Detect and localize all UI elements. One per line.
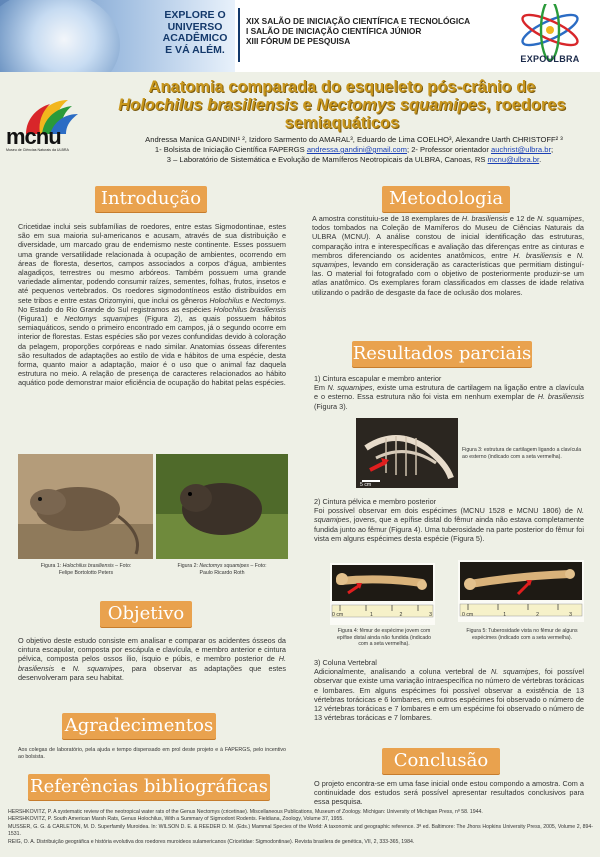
affiliation-text: 3 – Laboratório de Sistemática e Evolução de Mamíferos Neotropicais da ULBRA, Canoas, RS [166, 155, 488, 164]
title-line-3: semiaquáticos [284, 114, 400, 132]
email-link[interactable]: andressa.gandini@gmail.com [306, 145, 407, 154]
conclusao-text: O projeto encontra-se em uma fase inicial onde estou compondo a amostra. Com a continuidade dos estudos será possível apresentar resultados conclusivos para essa pesquisa. [314, 779, 584, 807]
skeleton-photo-image [356, 418, 458, 488]
res-species: N. squamipes [327, 383, 373, 393]
rat-photo-image [156, 454, 288, 559]
caption-species: Holochilus brasiliensis [62, 563, 114, 569]
affiliation-text: ; [551, 145, 554, 154]
figure-1-caption [20, 563, 152, 576]
res-run: , existe uma estrutura de cartilagem na ligação entre a clavícula e o esterno. Essa estrutura não foi vista em nenhum exemplar de [314, 383, 584, 402]
intro-species: Holochilus brasiliensis [213, 304, 286, 314]
event-title [246, 16, 470, 46]
met-species: N. squamipes [312, 250, 584, 270]
agradecimentos-text: Aos colegas de laboratório, pela ajuda e tempo dispensado em prol deste projeto e à FAPERGS, pelo incentivo ao bolsista. [18, 747, 286, 760]
objetivo-species: H. brasiliensis [18, 654, 286, 673]
event-line: XIX SALÃO DE INICIAÇÃO CIENTÍFICA E TECNOLÓGICA [246, 16, 471, 26]
res-species: N. squamipes [491, 667, 539, 677]
title-suffix: , roedores [485, 96, 566, 114]
met-run: e [561, 250, 577, 260]
intro-genus: Holochilus [209, 295, 244, 305]
objetivo-species: N. squamipes [72, 663, 123, 673]
intro-run: (Figura 2), as quais possuem hábitos semiaquáticos, sendo o primeiro encontrado em campos, já o segundo ocorre em interior de florestas. Estas espécies são por vezes confundidas devido à coloração da pelagem, proporções corpóreas e nado similar. Anatomias ósseas diferentes são resultados de adaptações ao estilo de vida e hábitos de uma espécie, desta forma, quanto maior a adaptação, maior é o uso que o animal faz daquela estrutura no meio. A relação de presença de caracteres relacionados ao hábito aquático pode demonstrar maior eficiência de ocupação do habitat pelas espécies. [18, 314, 286, 388]
intro-run: Cricetidae inclui seis subfamílias de roedores, entre estas Sigmodontinae, estes são em sua maioria sul-americanos e acusam, através de sua distribuição e diversidade, um marcado grau de endemismo neste continente. Esses possuem uma grande versatilidade relacionada à ocupação de ambientes, ocorrendo em áreas de floresta, desertos, campos associados a corpos d'água, ambientes alagadiços, terrestres ou mesmo arbóreos. Também possuem uma grande variedade alimentar, podendo consumir raízes, sementes, folhas, frutos, insetos e até pequenos vertebrados. Os roedores sigmodontíneos estão distribuídos em sete tribos e entre estas Orizomyini, que inclui os gêneros [18, 222, 286, 305]
intro-heading: Introdução [95, 186, 207, 212]
resultado-1-title: 1) Cintura escapular e membro anterior [314, 374, 442, 383]
event-line: XIII FÓRUM DE PESQUISA [246, 36, 351, 46]
intro-genus: Nectomys [251, 295, 284, 305]
caption-text: Figura 1: [40, 563, 63, 569]
title-line-2 [84, 96, 600, 114]
figure-1-photo [18, 454, 153, 559]
affiliation-1 [108, 145, 600, 155]
caption-credit: Felipe Bortolotto Peters [58, 569, 114, 576]
reference-item: HERSHKOVITZ, P. A systematic review of the neotropical water rats of the Genus Nectomys (cricetinae). Miscellaneous Publications, Museum of Zoology. Michigan: University of Michigan Press, nº 58. 1944. [8, 809, 483, 815]
caption-text: – Foto: [248, 563, 267, 569]
title-species-2: Nectomys squamipes [316, 96, 486, 114]
objetivo-run: O objetivo deste estudo consiste em analisar e comparar os acidentes ósseos da cintura escapular, composta por escápula e clavícula, e membro anterior e cintura pélvica, composta pelos ossos ílio, ísquio e púbis, e membro posterior de [18, 636, 286, 664]
intro-text [18, 222, 286, 388]
res-run: , foi possível observar que existe uma variação intraespecífica no número de vértebras torácicas e lombares. Em alguns espécimes foi possível observar a existência de 13 vértebras torácicas e 6 lombares, em outros espécimes foi observado o número de 12 vértebras torácicas e 7 lombares e em um espécime foi observado o número de 13 vértebras torácicas e 7 lombares. [314, 667, 584, 723]
slogan-line: EXPLORE O [164, 9, 226, 21]
authors-names: Andressa Manica GANDINI¹ ², Izidoro Sarmento do AMARAL³, Eduardo de Lima COELHO³, Alexandre Uarth CHRISTOFF² ³ [145, 135, 563, 144]
metodologia-heading: Metodologia [382, 186, 510, 212]
title-species-1: Holochilus brasiliensis [118, 96, 298, 114]
ruler-label: 1 [369, 612, 373, 618]
intro-run: . No Estado do Rio Grande do Sul registramos as espécies [18, 295, 287, 314]
figure-2-photo [156, 454, 288, 559]
affiliation-2 [108, 155, 600, 165]
ruler-label: 3 [569, 612, 572, 618]
figure-3-scale: 5 cm [360, 482, 372, 488]
title-conj: e [302, 96, 312, 114]
res-run: , jovens, que a epífise distal do fêmur ainda não estava completamente fundida junto ao fêmur (Figura 4). Uma tuberosidade na parte posterior do fêmur foi vista em alguns espécimes desta espécie (Figura 5). [314, 515, 584, 543]
objetivo-text [18, 636, 286, 682]
objetivo-heading: Objetivo [100, 601, 192, 627]
affiliation-text: . [539, 155, 542, 164]
slogan-panel [0, 0, 235, 72]
met-species: H. brasiliensis [461, 214, 508, 223]
event-line: I SALÃO DE INICIAÇÃO CIENTÍFICA JÚNIOR [246, 26, 422, 36]
caption-text: – Foto: [113, 563, 132, 569]
resultado-3 [314, 658, 584, 722]
res-run: (Figura 3). [314, 401, 348, 411]
res-species: N. squamipes [314, 506, 584, 525]
res-run: Em [314, 383, 328, 393]
res-run: Foi possível observar em dois espécimes (MCNU 1528 e MCNU 1806) de [314, 506, 577, 516]
ruler-label: 0 cm [462, 612, 474, 618]
header-divider [238, 8, 240, 62]
met-species: H. brasiliensis [513, 250, 562, 260]
reference-item: MUSSER, G. G. & CARLETON, M. D. Superfamily Muroidea. In: WILSON D. E. & REEDER D. M. (Eds.) Mammal Species of the World: A taxonomic and geographic reference. 3ª ed. Baltimore: The Jhons Hopkins University Press, 2005, Volume 2, 894-1531. [8, 823, 593, 838]
res-run: Adicionalmente, analisando a coluna vertebral de [314, 667, 492, 677]
resultado-2-title: 2) Cintura pélvica e membro posterior [314, 497, 437, 506]
met-run: A amostra constituiu-se de 18 exemplares de [312, 214, 462, 223]
res-species: H. brasiliensis [537, 392, 584, 402]
slogan-line: UNIVERSO [167, 20, 223, 33]
intro-run: (Figura1) e [18, 314, 65, 324]
objetivo-run: , para observar as adaptações que estes desenvolveram para seu habitat. [18, 663, 286, 682]
caption-species: Nectomys squamipes [199, 563, 249, 569]
referencias-list [8, 809, 593, 846]
figure-3-photo [356, 418, 458, 488]
resultado-3-title: 3) Coluna Vertebral [314, 658, 377, 667]
slogan-line: ACADÊMICO [162, 32, 228, 44]
ruler-label: 2 [536, 612, 540, 618]
figure-2-caption [156, 563, 288, 576]
poster-title [84, 78, 600, 132]
authors-block [108, 135, 600, 165]
slogan-line: E VÁ ALÉM. [165, 43, 225, 56]
figure-5-caption: Figura 5: Tuberosidade vista no fêmur de alguns espécimes (indicado com a seta vermelha). [466, 628, 578, 641]
slogan [150, 10, 235, 56]
ruler-label: 1 [503, 612, 507, 618]
affiliation-text: ; 2- Professor orientador [406, 145, 491, 154]
met-run: , todos tombados na Coleção de Mamíferos do Museu de Ciências Naturais da ULBRA (MCNU). A análise constou de inicial identificação das estruturas, comparação intra e interespecíficas e avaliação das diferenças entre as cinturas e membros diferenciando os acidentes anatômicos, entre [312, 214, 584, 260]
met-run: e 12 de [507, 214, 538, 223]
galaxy-graphic [0, 0, 120, 72]
title-line-1: Anatomia comparada do esqueleto pós-crânio de [148, 78, 536, 96]
mcnu-subtitle: Museu de Ciências Naturais da ULBRA [6, 148, 69, 152]
rat-photo-image [18, 454, 153, 559]
intro-run: e [243, 295, 252, 305]
caption-text: Figura 2: [177, 563, 200, 569]
ruler-label: 2 [399, 612, 403, 618]
resultados-heading: Resultados parciais [352, 341, 532, 367]
referencias-heading: Referências bibliográficas [28, 774, 270, 800]
reference-item: REIG, O. A. Distribuição geográfica e história evolutiva dos roedores muroideos sulamericanos (Cricetidae: Sigmodontinae). Revista brasilera de genética, VII, 2, 333-365, 1984. [8, 838, 415, 845]
reference-item: HERSHKOVITZ, P. South American Marsh Rats, Genus Holochilus, With a Summary of Sigmodont Rodents. Fieldiana, Zoology, Volume 37, 1955. [8, 816, 344, 823]
caption-credit: Paulo Ricardo Roth [199, 569, 245, 576]
expoulbra-name: EXPOULBRA [520, 54, 580, 64]
met-species: N. squamipes [537, 214, 582, 223]
metodologia-text [312, 214, 584, 297]
email-link[interactable]: mcnu@ulbra.br [487, 155, 540, 164]
met-run: , levando em consideração as características que permitiam distinguí-las. O material foi fotografado com o objetivo de posteriormente produzir-se um atlas anatômico. Os exemplares foram classificados em classes de idade relativa utilizando o padrão de desgaste da face de oclusão dos molares. [312, 260, 584, 297]
affiliation-text: 1- Bolsista de Iniciação Científica FAPERGS [154, 145, 307, 154]
email-link[interactable]: auchrist@ulbra.br [490, 145, 552, 154]
objetivo-run: e [54, 663, 73, 673]
intro-species: Nectomys squamipes [64, 314, 139, 324]
resultado-1 [314, 374, 584, 411]
mcnu-name: mcnu [6, 124, 61, 149]
ruler-label: 3 [429, 612, 432, 618]
ruler-label: 0 cm [332, 612, 344, 618]
figure-4-caption: Figura 4: fêmur de espécime jovem com epífise distal ainda não fundida (indicado com a seta vermelha). [336, 628, 432, 648]
header-bar [0, 0, 600, 72]
agradecimentos-heading: Agradecimentos [62, 713, 216, 739]
figure-4-ruler-labels [332, 612, 432, 619]
conclusao-heading: Conclusão [382, 748, 500, 774]
resultado-2 [314, 497, 584, 543]
figure-5-ruler-labels [462, 612, 572, 619]
figure-3-caption: Figura 3: estrutura de cartilagem ligando a clavícula ao esterno (indicado com a seta vermelha). [462, 447, 582, 460]
